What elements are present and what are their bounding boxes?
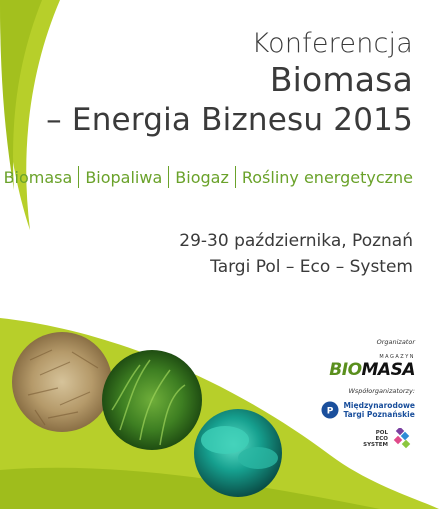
biomasa-logo [329,354,415,380]
organizer-label: Organizator [376,338,415,346]
title-line-2: Biomasa [269,60,413,99]
event-venue: Targi Pol – Eco – System [210,257,413,277]
pol-eco-system-emblem-icon [391,428,413,450]
divider [78,166,79,188]
event-date-place: 29-30 października, Poznań [179,231,413,251]
pol-eco-system-logo [363,428,413,450]
pol-line-1: POL [375,430,388,436]
topic-item: Biopaliwa [85,167,163,187]
pol-line-3: SYSTEM [363,442,388,448]
mtp-logo [321,401,415,419]
mtp-line-1: Międzynarodowe [343,401,415,410]
topic-item: Biomasa [3,167,73,187]
divider [235,166,236,188]
conference-title [46,28,413,140]
biomasa-logo-text: BIOMASA [329,360,415,380]
mtp-line-2: Targi Poznańskie [343,410,415,419]
co-organizers-label: Współorganizatorzy: [348,387,415,395]
divider [168,166,169,188]
pol-line-2: ECO [375,436,388,442]
topics-list [4,166,413,188]
svg-text:P: P [327,406,334,417]
title-line-3: – Energia Biznesu 2015 [46,102,413,138]
mtp-emblem-icon [321,401,339,419]
event-details [179,228,413,280]
corn-photo [102,350,202,450]
magazine-label: MAGAZYN [379,354,415,360]
title-line-1: Konferencja [251,28,413,59]
topic-item: Rośliny energetyczne [241,167,413,187]
biogas-photo [194,409,282,497]
pellets-photo [12,332,112,432]
topic-item: Biogaz [175,167,229,187]
